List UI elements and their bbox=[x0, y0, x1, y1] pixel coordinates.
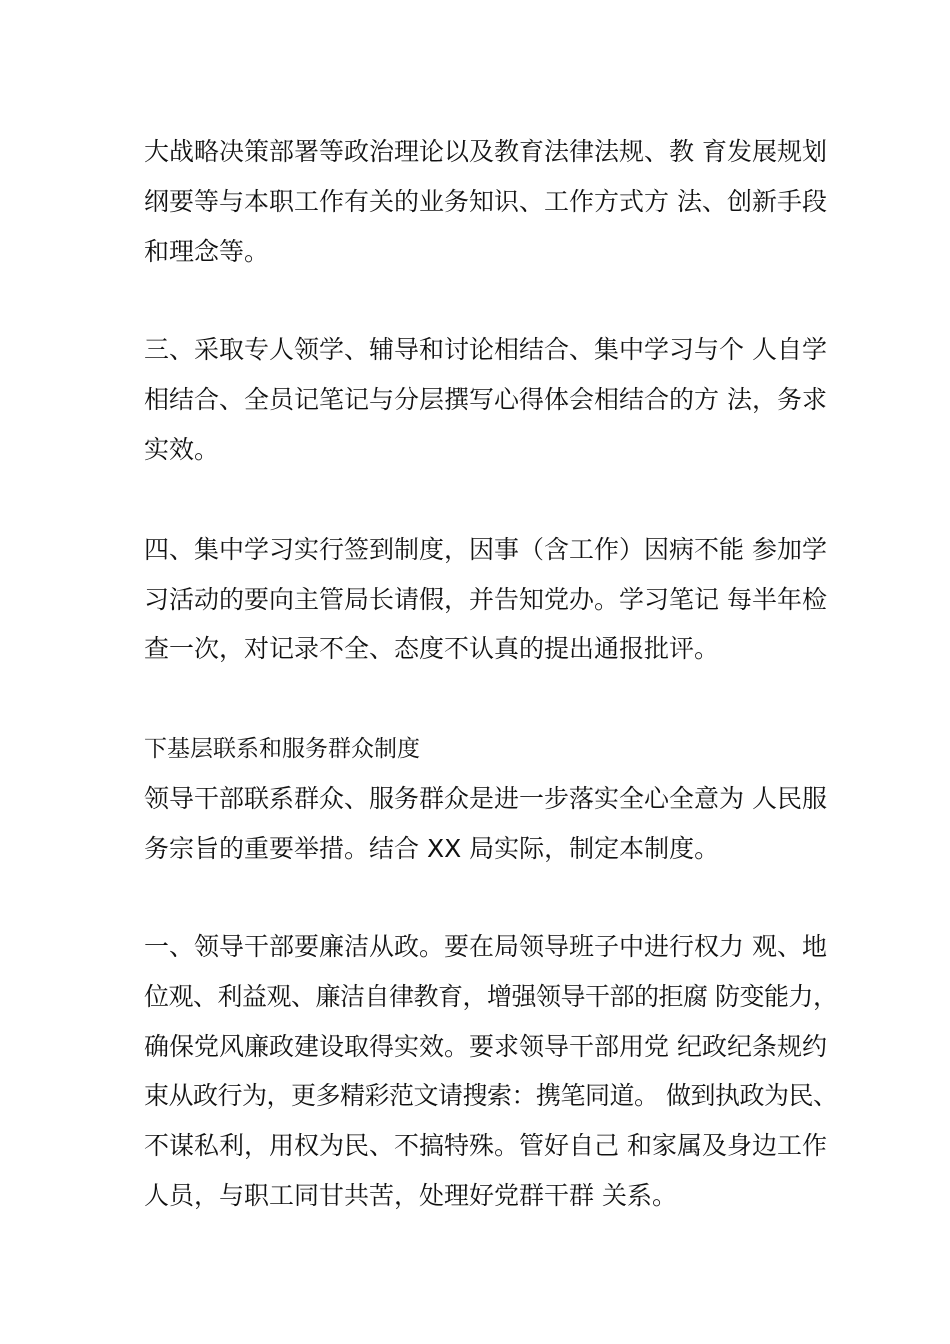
paragraph-line: 位观、利益观、廉洁自律教育，增强领导干部的拒腐 防变能力， bbox=[144, 982, 838, 1011]
section-heading: 下基层联系和服务群众制度 bbox=[144, 736, 420, 762]
paragraph-line: 人员，与职工同甘共苦，处理好党群干群 关系。 bbox=[144, 1181, 677, 1210]
paragraph-line: 查一次，对记录不全、态度不认真的提出通报批评。 bbox=[144, 634, 720, 663]
paragraph-line: 纲要等与本职工作有关的业务知识、工作方式方 法、创新手段 bbox=[144, 187, 827, 216]
paragraph-line: 相结合、全员记笔记与分层撰写心得体会相结合的方 法，务求 bbox=[144, 385, 827, 414]
paragraph-line: 确保党风廉政建设取得实效。要求领导干部用党 纪政纪条规约 bbox=[144, 1032, 827, 1061]
paragraph-line: 领导干部联系群众、服务群众是进一步落实全心全意为 人民服 bbox=[144, 784, 827, 813]
paragraph-line: 三、采取专人领学、辅导和讨论相结合、集中学习与个 人自学 bbox=[144, 335, 827, 364]
paragraph-line: 大战略决策部署等政治理论以及教育法律法规、教 育发展规划 bbox=[144, 137, 827, 166]
paragraph-line: 一、领导干部要廉洁从政。要在局领导班子中进行权力 观、地 bbox=[144, 932, 827, 961]
paragraph-line: 实效。 bbox=[144, 435, 220, 464]
paragraph-line: 务宗旨的重要举措。结合 XX 局实际，制定本制度。 bbox=[144, 834, 720, 863]
paragraph-line: 不谋私利，用权为民、不搞特殊。管好自己 和家属及身边工作 bbox=[144, 1131, 827, 1160]
paragraph-line: 和理念等。 bbox=[144, 237, 270, 266]
paragraph-line: 束从政行为，更多精彩范文请搜索：携笔同道。 做到执政为民、 bbox=[144, 1081, 838, 1110]
paragraph-line: 四、集中学习实行签到制度，因事（含工作）因病不能 参加学 bbox=[144, 535, 827, 564]
paragraph-line: 习活动的要向主管局长请假，并告知党办。学习笔记 每半年检 bbox=[144, 585, 827, 614]
